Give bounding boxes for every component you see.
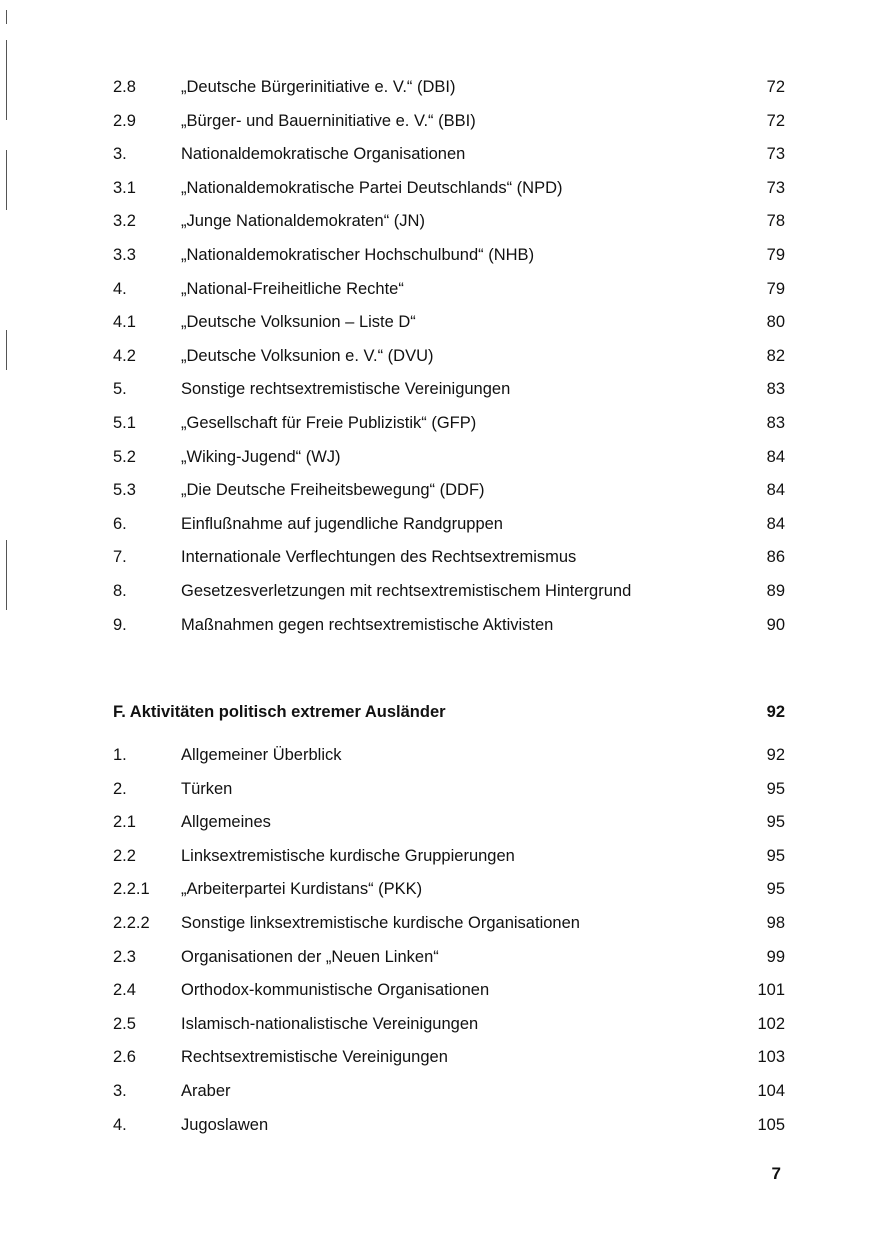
scan-edge-mark — [6, 540, 7, 610]
toc-entry[interactable] — [113, 474, 785, 508]
entry-page: 95 — [766, 813, 785, 832]
toc-entry[interactable] — [113, 273, 785, 307]
entry-page: 84 — [766, 514, 785, 533]
entry-title: „Junge Nationaldemokraten“ (JN) — [181, 212, 425, 231]
entry-title: Linksextremistische kurdische Gruppierungen — [181, 846, 515, 865]
entry-title: „Arbeiterpartei Kurdistans“ (PKK) — [181, 880, 423, 899]
entry-page: 72 — [766, 78, 785, 96]
toc-entry[interactable] — [113, 441, 785, 475]
entry-page: 83 — [766, 413, 785, 432]
toc-entry[interactable] — [113, 1041, 785, 1075]
entry-page: 83 — [766, 380, 785, 399]
entry-page: 73 — [766, 145, 785, 164]
entry-title: „National-Freiheitliche Rechte“ — [181, 279, 404, 298]
toc-entry[interactable] — [113, 508, 785, 542]
entry-page: 84 — [766, 481, 785, 500]
entry-title: „Gesellschaft für Freie Publizistik“ (GFP) — [181, 413, 477, 432]
scan-edge-mark — [6, 40, 7, 120]
entry-number: 3. — [113, 1081, 127, 1100]
entry-number: 2.1 — [113, 813, 136, 832]
entry-number: 2.2.1 — [113, 880, 150, 899]
toc-entry[interactable] — [113, 138, 785, 172]
entry-number: 4. — [113, 279, 127, 298]
entry-number: 5.3 — [113, 481, 136, 500]
toc-entry[interactable] — [113, 941, 785, 975]
toc-entry[interactable] — [113, 373, 785, 407]
section-heading-title: F. Aktivitäten politisch extremer Ausländer — [113, 703, 446, 721]
entry-number: 5. — [113, 380, 127, 399]
toc-entry[interactable] — [113, 71, 785, 105]
entry-title: Türken — [181, 779, 233, 798]
toc-entry[interactable] — [113, 609, 785, 643]
toc-entry[interactable] — [113, 541, 785, 575]
entry-title: Internationale Verflechtungen des Rechtsextremismus — [181, 548, 577, 567]
section-heading-page: 92 — [766, 703, 785, 721]
entry-title: Orthodox-kommunistische Organisationen — [181, 981, 490, 1000]
entry-title: „Deutsche Volksunion e. V.“ (DVU) — [181, 346, 434, 365]
entry-number: 8. — [113, 581, 127, 600]
toc-entry[interactable] — [113, 172, 785, 206]
entry-page: 95 — [766, 880, 785, 899]
entry-number: 2.2.2 — [113, 913, 150, 932]
entry-number: 2.8 — [113, 78, 136, 96]
toc-entry[interactable] — [113, 205, 785, 239]
page-number: 7 — [771, 1164, 781, 1183]
entry-title: „Nationaldemokratischer Hochschulbund“ (NHB) — [181, 245, 535, 264]
entry-number: 2.2 — [113, 846, 136, 865]
entry-title: Maßnahmen gegen rechtsextremistische Aktivisten — [181, 615, 554, 634]
toc-entry[interactable] — [113, 1008, 785, 1042]
entry-title: Araber — [181, 1081, 231, 1100]
toc-entry[interactable] — [113, 840, 785, 874]
entry-page: 82 — [766, 346, 785, 365]
entry-page: 95 — [766, 779, 785, 798]
entry-number: 6. — [113, 514, 127, 533]
toc-entry[interactable] — [113, 306, 785, 340]
entry-page: 89 — [766, 581, 785, 600]
toc-entry[interactable] — [113, 340, 785, 374]
entry-title: „Nationaldemokratische Partei Deutschlands“ (NPD) — [181, 178, 563, 197]
entry-page: 92 — [766, 746, 785, 764]
entry-page: 105 — [757, 1115, 785, 1134]
entry-page: 80 — [766, 313, 785, 332]
entry-number: 2. — [113, 779, 127, 798]
entry-title: Rechtsextremistische Vereinigungen — [181, 1048, 448, 1067]
entry-page: 79 — [766, 245, 785, 264]
toc-entry[interactable] — [113, 773, 785, 807]
scan-edge-mark — [6, 330, 7, 370]
toc-entry[interactable] — [113, 1109, 785, 1143]
entry-number: 5.2 — [113, 447, 136, 466]
scan-edge-mark — [6, 150, 7, 210]
entry-page: 103 — [757, 1048, 785, 1067]
toc-entry[interactable] — [113, 105, 785, 139]
entry-number: 3.2 — [113, 212, 136, 231]
entry-number: 2.6 — [113, 1048, 136, 1067]
entry-page: 104 — [757, 1081, 785, 1100]
entry-title: „Deutsche Volksunion – Liste D“ — [181, 313, 416, 332]
entry-number: 4.2 — [113, 346, 136, 365]
entry-number: 2.3 — [113, 947, 136, 966]
entry-title: Allgemeiner Überblick — [181, 746, 342, 764]
entry-number: 4.1 — [113, 313, 136, 332]
toc-entry[interactable] — [113, 407, 785, 441]
entry-number: 2.4 — [113, 981, 136, 1000]
entry-page: 101 — [757, 981, 785, 1000]
scan-edge-mark — [6, 10, 7, 24]
entry-page: 78 — [766, 212, 785, 231]
entry-number: 2.9 — [113, 111, 136, 130]
toc-entry[interactable] — [113, 806, 785, 840]
entry-title: Sonstige rechtsextremistische Vereinigungen — [181, 380, 511, 399]
entry-page: 84 — [766, 447, 785, 466]
entry-page: 79 — [766, 279, 785, 298]
entry-page: 99 — [766, 947, 785, 966]
entry-page: 98 — [766, 913, 785, 932]
entry-number: 1. — [113, 746, 127, 764]
entry-title: „Deutsche Bürgerinitiative e. V.“ (DBI) — [181, 78, 456, 96]
entry-page: 102 — [757, 1014, 785, 1033]
entry-number: 4. — [113, 1115, 127, 1134]
entry-number: 3.1 — [113, 178, 136, 197]
entry-number: 5.1 — [113, 413, 136, 432]
entry-page: 72 — [766, 111, 785, 130]
entry-title: Nationaldemokratische Organisationen — [181, 145, 466, 164]
entry-title: Sonstige linksextremistische kurdische Organisationen — [181, 913, 580, 932]
toc-entry[interactable] — [113, 907, 785, 941]
toc-entry[interactable] — [113, 974, 785, 1008]
toc-entry[interactable] — [113, 575, 785, 609]
entry-number: 2.5 — [113, 1014, 136, 1033]
entry-title: Gesetzesverletzungen mit rechtsextremistischem Hintergrund — [181, 581, 632, 600]
entry-number: 9. — [113, 615, 127, 634]
entry-number: 7. — [113, 548, 127, 567]
entry-title: Islamisch-nationalistische Vereinigungen — [181, 1014, 479, 1033]
section-f-heading[interactable] — [113, 697, 785, 727]
entry-title: Organisationen der „Neuen Linken“ — [181, 947, 439, 966]
toc-entry[interactable] — [113, 873, 785, 907]
entry-page: 90 — [766, 615, 785, 634]
entry-page: 86 — [766, 548, 785, 567]
toc-entry[interactable] — [113, 239, 785, 273]
entry-number: 3.3 — [113, 245, 136, 264]
entry-title: Einflußnahme auf jugendliche Randgruppen — [181, 514, 503, 533]
toc-section-e — [113, 71, 785, 642]
entry-page: 95 — [766, 846, 785, 865]
toc-section-f — [113, 739, 785, 1142]
entry-title: „Die Deutsche Freiheitsbewegung“ (DDF) — [181, 481, 485, 500]
entry-number: 3. — [113, 145, 127, 164]
entry-page: 73 — [766, 178, 785, 197]
toc-entry[interactable] — [113, 739, 785, 773]
entry-title: „Wiking-Jugend“ (WJ) — [181, 447, 341, 466]
entry-title: Allgemeines — [181, 813, 271, 832]
entry-title: „Bürger- und Bauerninitiative e. V.“ (BBI) — [181, 111, 476, 130]
toc-entry[interactable] — [113, 1075, 785, 1109]
entry-title: Jugoslawen — [181, 1115, 269, 1134]
